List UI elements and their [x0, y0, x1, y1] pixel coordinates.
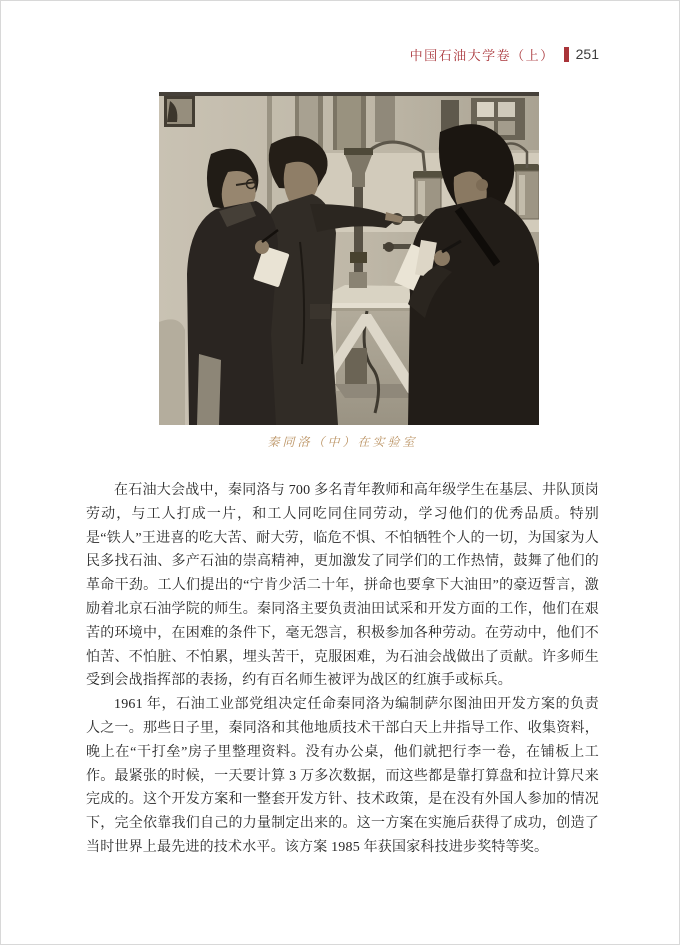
header-divider-bar	[564, 47, 569, 62]
photo-lab-scene	[159, 92, 539, 425]
photo-caption: 秦同洛（中）在实验室	[267, 435, 418, 449]
page-header	[410, 45, 599, 63]
book-title: 中国石油大学卷（上）	[409, 47, 555, 63]
paragraph-2: 1961 年，石油工业部党组决定任命秦同洛为编制萨尔图油田开发方案的负责人之一。那些日子里，秦同洛和其他地质技术干部白天上井指导工作、收集资料，晚上在“干打垒”房子里整理资料。没有办公桌，他们就把行李一卷，在铺板上工作。最紧张的时候，一天要计算 3 万多次数据，而这些都是靠打算盘和拉计算尺来完成的。这个开发方案和一整套开发方针、技术政策，是在没有外国人参加的情况下，完全依靠我们自己的力量制定出来的。这一方案在实施后获得了成功，创造了当时世界上最先进的技术水平。该方案 1985 年获国家科技进步奖特等奖。	[86, 697, 599, 855]
page-number: 251	[575, 46, 599, 62]
body-text	[86, 479, 599, 860]
lab-photo-illustration	[159, 92, 539, 425]
paragraph-1: 在石油大会战中，秦同洛与 700 多名青年教师和高年级学生在基层、井队顶岗劳动，与工人打成一片，和工人同吃同住同劳动，学习他们的优秀品质。特别是“铁人”王进喜的吃大苦、耐大劳，临危不惧、不怕牺牲个人的一切，为国家为人民多找石油、多产石油的崇高精神，更加激发了同学们的工作热情，鼓舞了他们的革命干劲。工人们提出的“宁肯少活二十年，拼命也要拿下大油田”的豪迈誓言，激励着北京石油学院的师生。秦同洛主要负责油田试采和开发方面的工作，他们在艰苦的环境中，在困难的条件下，毫无怨言，积极参加各种劳动。在劳动中，他们不怕苦、不怕脏、不怕累，埋头苦干，克服困难，为石油会战做出了贡献。许多师生受到会战指挥部的表扬，约有百名师生被评为战区的红旗手或标兵。	[86, 483, 599, 689]
